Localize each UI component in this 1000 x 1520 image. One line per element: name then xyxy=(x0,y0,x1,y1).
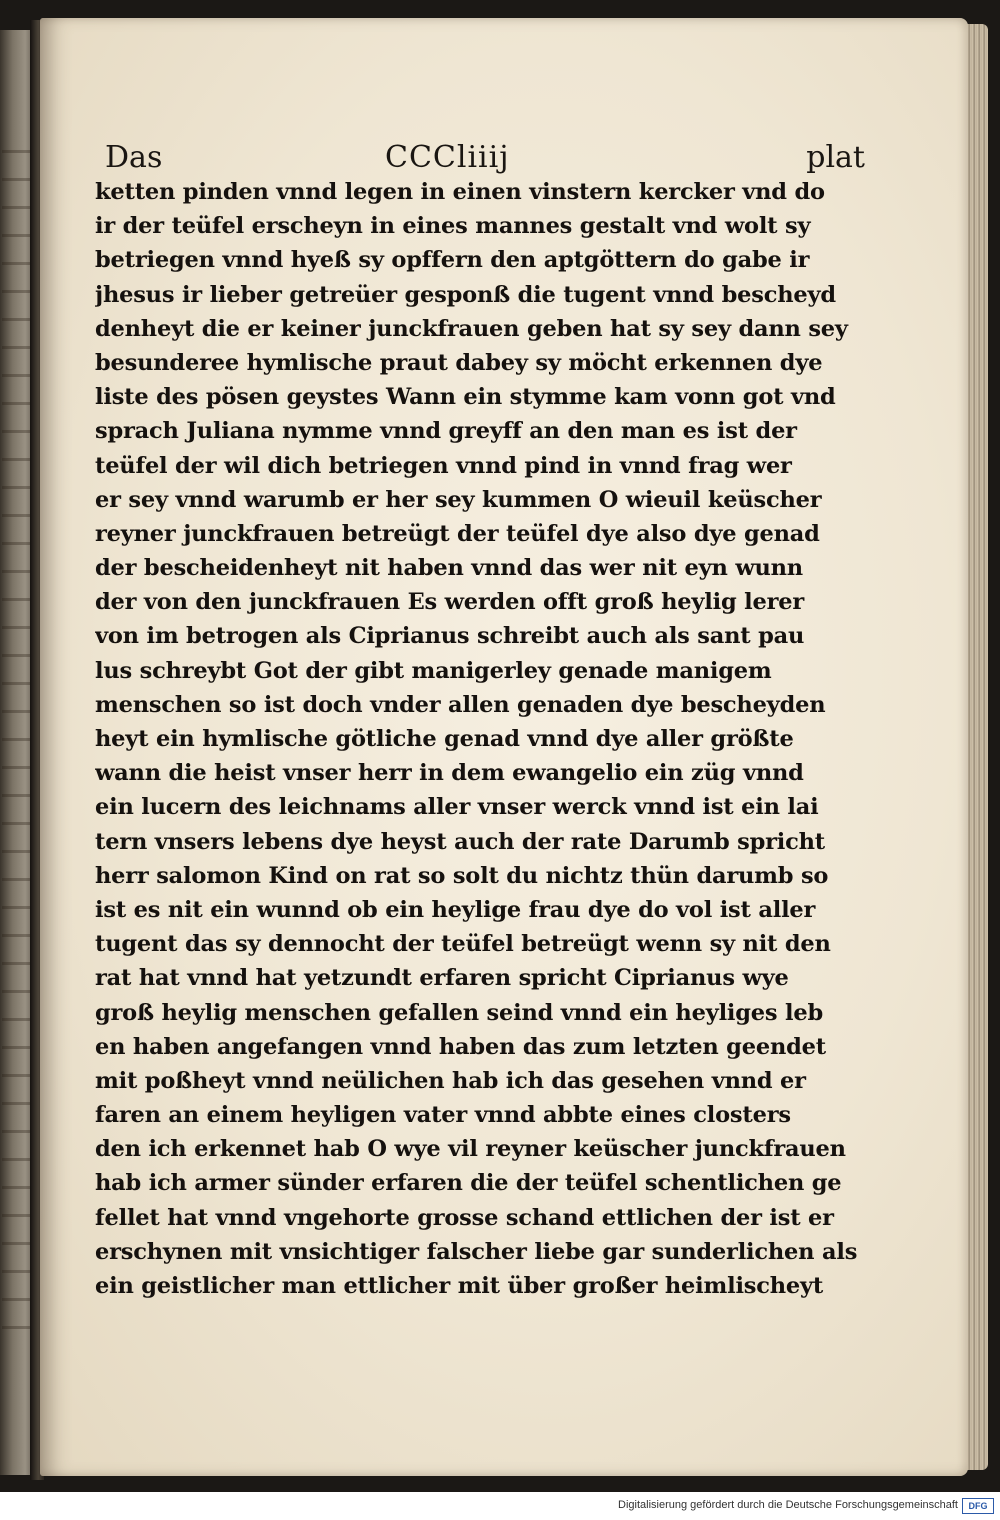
text-line: liste des pösen geystes Wann ein stymme kam vonn got vnd xyxy=(95,384,836,411)
text-line: ir der teüfel erscheyn in eines mannes gestalt vnd wolt sy xyxy=(95,213,811,240)
text-line: jhesus ir lieber getreüer gesponß die tugent vnnd bescheyd xyxy=(95,281,836,308)
text-line: er sey vnnd warumb er her sey kummen O wieuil keüscher xyxy=(95,486,822,513)
text-line: denheyt die er keiner junckfrauen geben hat sy sey dann sey xyxy=(95,315,848,342)
text-line: ein lucern des leichnams aller vnser werck vnnd ist ein lai xyxy=(95,794,819,821)
text-line: groß heylig menschen gefallen seind vnnd ein heyliges leb xyxy=(95,999,824,1026)
page-block-edges xyxy=(966,24,988,1470)
text-line: hab ich armer sünder erfaren die der teüfel schentlichen ge xyxy=(95,1170,842,1197)
folio-number: CCCliiij xyxy=(385,140,510,175)
text-line: den ich erkennet hab O wye vil reyner keüscher junckfrauen xyxy=(95,1136,846,1163)
text-line: menschen so ist doch vnder allen genaden dye bescheyden xyxy=(95,691,826,718)
text-line: ist es nit ein wunnd ob ein heylige frau dye do vol ist aller xyxy=(95,896,816,923)
text-line: ketten pinden vnnd legen in einen vinstern kercker vnd do xyxy=(95,179,825,205)
text-line: wann die heist vnser herr in dem ewangelio ein züg vnnd xyxy=(95,760,804,787)
digitization-footer xyxy=(0,1492,1000,1520)
text-line: der von den junckfrauen Es werden offt groß heylig lerer xyxy=(95,589,805,616)
text-line: der bescheidenheyt nit haben vnnd das wer nit eyn wunn xyxy=(95,555,803,582)
text-line: sprach Juliana nymme vnnd greyff an den man es ist der xyxy=(95,418,797,445)
text-line: ein geistlicher man ettlicher mit über großer heimlischeyt xyxy=(95,1273,824,1299)
text-line: betriegen vnnd hyeß sy opffern den aptgöttern do gabe ir xyxy=(95,247,810,274)
text-line: mit poßheyt vnnd neülichen hab ich das gesehen vnnd er xyxy=(95,1067,806,1094)
facing-page-text-bleed xyxy=(2,150,32,1350)
header-catchword-right: plat xyxy=(806,140,865,175)
text-line: rat hat vnnd hat yetzundt erfaren spricht Ciprianus wye xyxy=(95,965,789,992)
page-text-block xyxy=(95,175,865,1303)
text-line: herr salomon Kind on rat so solt du nichtz thün darumb so xyxy=(95,862,829,889)
text-line: lus schreybt Got der gibt manigerley genade manigem xyxy=(95,657,772,684)
text-line: von im betrogen als Ciprianus schreibt auch als sant pau xyxy=(95,623,805,650)
text-line: reyner junckfrauen betreügt der teüfel dye also dye genad xyxy=(95,520,820,547)
text-line: besunderee hymlische praut dabey sy möcht erkennen dye xyxy=(95,349,823,376)
header-catchword-left: Das xyxy=(105,140,163,175)
running-header xyxy=(85,140,865,180)
text-line: heyt ein hymlische götliche genad vnnd dye aller größte xyxy=(95,726,794,752)
text-line: fellet hat vnnd vngehorte grosse schand ettlichen der ist er xyxy=(95,1204,834,1231)
dfg-logo: DFG xyxy=(962,1498,994,1514)
text-line: teüfel der wil dich betriegen vnnd pind in vnnd frag wer xyxy=(95,452,792,479)
text-line: faren an einem heyligen vater vnnd abbte eines closters xyxy=(95,1102,791,1129)
text-line: erschynen mit vnsichtiger falscher liebe gar sunderlichen als xyxy=(95,1238,858,1265)
funding-credit: Digitalisierung gefördert durch die Deutsche Forschungsgemeinschaft xyxy=(618,1499,958,1511)
text-line: en haben angefangen vnnd haben das zum letzten geendet xyxy=(95,1033,826,1060)
text-line: tugent das sy dennocht der teüfel betreügt wenn sy nit den xyxy=(95,931,831,958)
text-line: tern vnsers lebens dye heyst auch der rate Darumb spricht xyxy=(95,828,825,855)
